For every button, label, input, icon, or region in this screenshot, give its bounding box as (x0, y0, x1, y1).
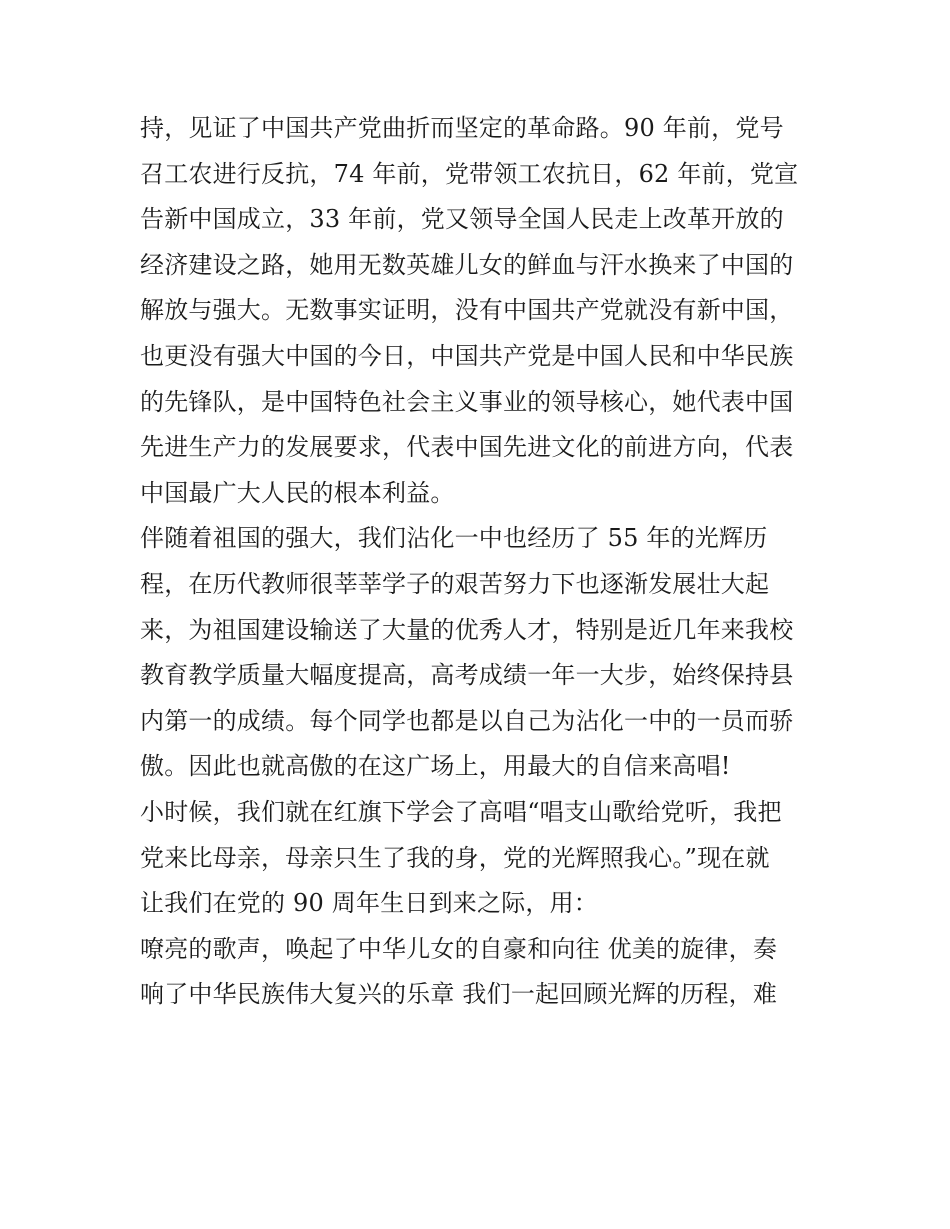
text-line: 解放与强大。无数事实证明，没有中国共产党就没有新中国， (140, 296, 794, 325)
text-line: 先进生产力的发展要求，代表中国先进文化的前进方向，代表 (140, 433, 794, 462)
body-text (140, 106, 820, 1018)
text-line: 傲。因此也就高傲的在这广场上，用最大的自信来高唱! (140, 752, 731, 781)
text-line: 经济建设之路，她用无数英雄儿女的鲜血与汗水换来了中国的 (140, 250, 794, 279)
text-line: 持，见证了中国共产党曲折而坚定的革命路。90 年前，党号 (140, 114, 784, 142)
text-line: 伴随着祖国的强大，我们沾化一中也经历了 55 年的光辉历 (140, 524, 768, 553)
text-line: 召工农进行反抗，74 年前，党带领工农抗日，62 年前，党宣 (140, 159, 799, 188)
text-line: 教育教学质量大幅度提高，高考成绩一年一大步，始终保持县 (140, 661, 794, 690)
text-line: 告新中国成立，33 年前，党又领导全国人民走上改革开放的 (140, 205, 784, 234)
text-line: 小时候，我们就在红旗下学会了高唱“唱支山歌给党听，我把 (140, 797, 782, 826)
text-line: 的先锋队，是中国特色社会主义事业的领导核心，她代表中国 (140, 387, 794, 416)
text-line: 让我们在党的 90 周年生日到来之际，用： (140, 889, 598, 918)
text-line: 响了中华民族伟大复兴的乐章 我们一起回顾光辉的历程，难 (140, 980, 778, 1009)
text-line: 党来比母亲，母亲只生了我的身，党的光辉照我心。”现在就 (140, 843, 770, 872)
text-line: 内第一的成绩。每个同学也都是以自己为沾化一中的一员而骄 (140, 706, 794, 735)
text-line: 嘹亮的歌声，唤起了中华儿女的自豪和向往 优美的旋律，奏 (140, 934, 778, 963)
text-line: 来，为祖国建设输送了大量的优秀人才，特别是近几年来我校 (140, 615, 794, 644)
text-line: 也更没有强大中国的今日，中国共产党是中国人民和中华民族 (140, 341, 794, 370)
text-line: 程，在历代教师很莘莘学子的艰苦努力下也逐渐发展壮大起 (140, 569, 770, 598)
text-line: 中国最广大人民的根本利益。 (140, 478, 455, 507)
